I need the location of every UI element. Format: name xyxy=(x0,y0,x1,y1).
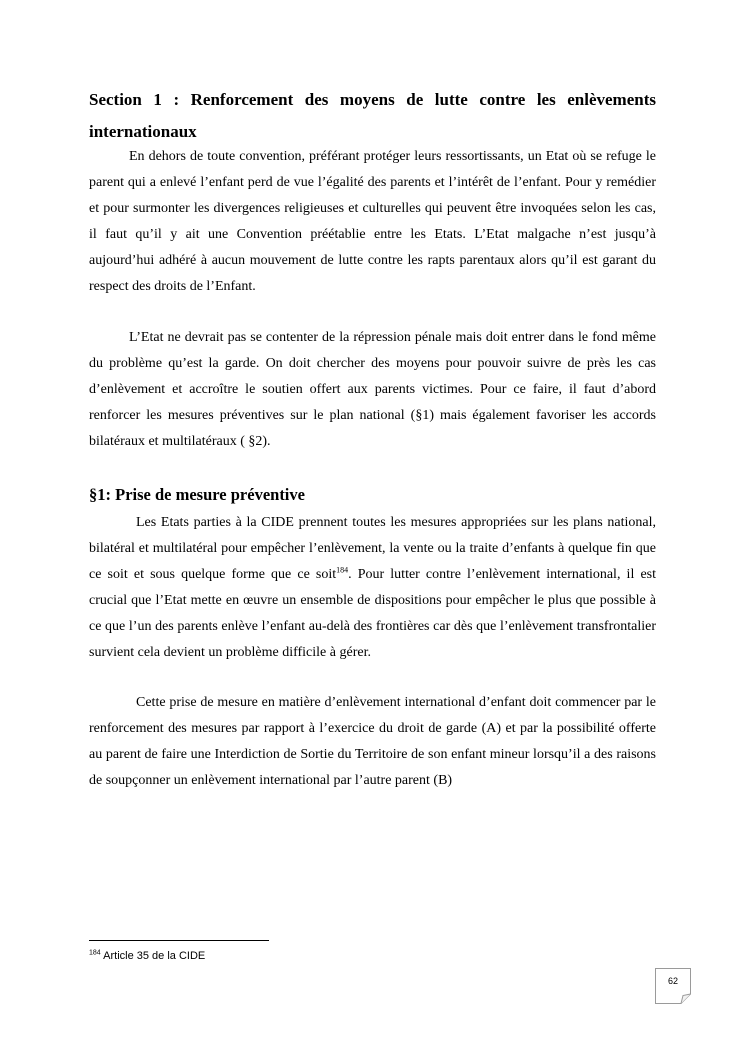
folded-corner-icon xyxy=(655,968,691,1004)
subsection-heading: §1: Prise de mesure préventive xyxy=(89,485,305,504)
paragraph-4: Cette prise de mesure en matière d’enlèvement international d’enfant doit commencer par le renforcement des mesures par rapport à l’exercice du droit de garde (A) et par la possibilité offerte au parent de faire une Interdiction de Sortie du Territoire de son enfant mineur lorsqu’il a des raisons de soupçonner un enlèvement international par l’autre parent (B) xyxy=(89,695,656,788)
footnote-number: 184 xyxy=(89,949,101,957)
paragraph-3 xyxy=(89,510,656,666)
paragraph-3-text-end: . Pour lutter contre l’enlèvement international, il est crucial que l’Etat mette en œuvre un ensemble de dispositions pour empêcher le plus que possible à ce que l’un des parents enlève l’enfant au-delà des frontières car dès que l’enlèvement transfrontalier survient cela devient un problème difficile à gérer. xyxy=(89,567,656,660)
footnote-separator xyxy=(89,940,269,941)
paragraph-3-text-start: Les Etats parties à la CIDE prennent toutes les mesures appropriées sur les plans national, bilatéral et multilatéral pour empêcher l’enlèvement, la vente ou la traite d’enfants à quelque fin que ce soit et sous quelque forme que ce soit xyxy=(89,515,656,582)
footnote xyxy=(89,948,205,964)
page-number: 62 xyxy=(667,976,678,986)
paragraph-2: L’Etat ne devrait pas se contenter de la répression pénale mais doit entrer dans le fond même du problème qu’est la garde. On doit chercher des moyens pour pouvoir suivre de près les cas d’enlèvement et accroître le soutien offert aux parents victimes. Pour ce faire, il faut d’abord renforcer les mesures préventives sur le plan national (§1) mais également favoriser les accords bilatéraux et multilatéraux ( §2). xyxy=(89,330,656,449)
footnote-text: Article 35 de la CIDE xyxy=(100,950,206,962)
page-number-box xyxy=(655,968,691,1004)
section-heading: Section 1 : Renforcement des moyens de lutte contre les enlèvements internationaux xyxy=(89,90,656,141)
footnote-reference: 184 xyxy=(336,565,349,575)
paragraph-1: En dehors de toute convention, préférant protéger leurs ressortissants, un Etat où se refuge le parent qui a enlevé l’enfant perd de vue l’égalité des parents et l’intérêt de l’enfant. Pour y remédier et pour surmonter les divergences religieuses et culturelles qui peuvent être invoquées selon les cas, il faut qu’il y ait une Convention préétablie entre les Etats. L’Etat malgache n’est jusqu’à aujourd’hui adhéré à aucun mouvement de lutte contre les rapts parentaux alors qu’il est garant du respect des droits de l’Enfant. xyxy=(89,149,656,294)
